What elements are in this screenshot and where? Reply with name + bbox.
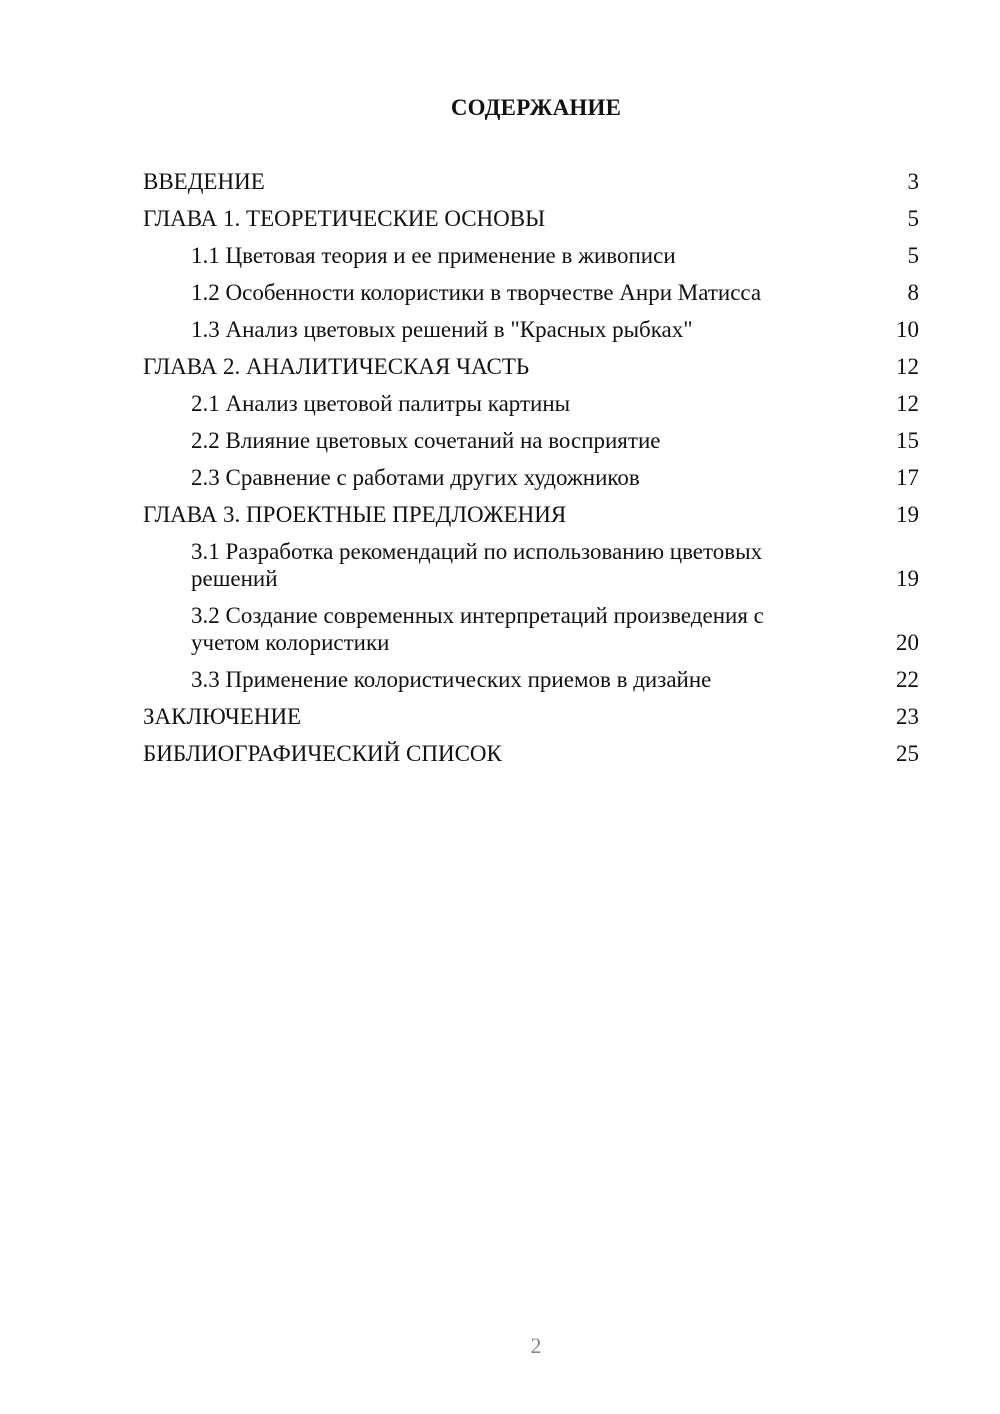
toc-entry-section-2-2 xyxy=(143,427,919,454)
toc-entry-label: 1.2 Особенности колористики в творчестве Анри Матисса xyxy=(191,280,762,305)
toc-entry-conclusion xyxy=(143,703,919,730)
toc-entry-label: ЗАКЛЮЧЕНИЕ xyxy=(143,704,302,729)
toc-entry-section-2-3 xyxy=(143,464,919,491)
toc-entry-label: БИБЛИОГРАФИЧЕСКИЙ СПИСОК xyxy=(143,741,502,766)
toc-entry-page: 19 xyxy=(896,566,919,591)
toc-entry-page: 17 xyxy=(896,465,919,490)
toc-entry-label: 3.3 Применение колористических приемов в дизайне xyxy=(191,667,712,692)
toc-entry-section-3-3 xyxy=(143,666,919,693)
toc-entry-label: 3.1 Разработка рекомендаций по использованию цветовых решений xyxy=(191,539,763,591)
toc-entry-bibliography xyxy=(143,740,919,767)
toc-entry-page: 3 xyxy=(907,169,919,194)
toc-heading: СОДЕРЖАНИЕ xyxy=(450,95,622,120)
toc-entry-page: 15 xyxy=(896,428,919,453)
toc-entry-page: 10 xyxy=(896,317,919,342)
toc-entry-label: ГЛАВА 1. ТЕОРЕТИЧЕСКИЕ ОСНОВЫ xyxy=(143,206,546,231)
toc-entry-label: 1.1 Цветовая теория и ее применение в живописи xyxy=(191,243,676,268)
toc-entry-label: ГЛАВА 3. ПРОЕКТНЫЕ ПРЕДЛОЖЕНИЯ xyxy=(143,502,567,527)
toc-entry-page: 25 xyxy=(896,741,919,766)
toc-entry-page: 22 xyxy=(896,667,919,692)
toc-entry-label: 2.2 Влияние цветовых сочетаний на восприятие xyxy=(191,428,661,453)
toc-entry-section-1-2 xyxy=(143,279,919,306)
toc-entry-page: 12 xyxy=(896,391,919,416)
toc-entry-page: 20 xyxy=(896,630,919,655)
toc-entry-page: 23 xyxy=(896,704,919,729)
page-number: 2 xyxy=(530,1333,542,1358)
toc-entry-chapter-1 xyxy=(143,205,919,232)
toc-entry-chapter-3 xyxy=(143,501,919,528)
toc-entry-label: 2.3 Сравнение с работами других художников xyxy=(191,465,640,490)
toc-entry-label: ВВЕДЕНИЕ xyxy=(143,169,265,194)
toc-entry-section-1-3 xyxy=(143,316,919,343)
toc-entry-section-3-1 xyxy=(143,538,919,592)
toc-entry-page: 12 xyxy=(896,354,919,379)
toc-entry-page: 8 xyxy=(907,280,919,305)
table-of-contents xyxy=(143,168,919,777)
toc-entry-chapter-2 xyxy=(143,353,919,380)
toc-entry-section-1-1 xyxy=(143,242,919,269)
toc-entry-section-3-2 xyxy=(143,602,919,656)
toc-entry-page: 5 xyxy=(907,206,919,231)
toc-entry-label: 1.3 Анализ цветовых решений в "Красных рыбках" xyxy=(191,317,693,342)
toc-entry-label: 3.2 Создание современных интерпретаций произведения с учетом колористики xyxy=(191,603,764,655)
toc-entry-label: ГЛАВА 2. АНАЛИТИЧЕСКАЯ ЧАСТЬ xyxy=(143,354,530,379)
toc-entry-introduction xyxy=(143,168,919,195)
toc-entry-page: 19 xyxy=(896,502,919,527)
toc-entry-page: 5 xyxy=(907,243,919,268)
toc-entry-section-2-1 xyxy=(143,390,919,417)
toc-entry-label: 2.1 Анализ цветовой палитры картины xyxy=(191,391,571,416)
